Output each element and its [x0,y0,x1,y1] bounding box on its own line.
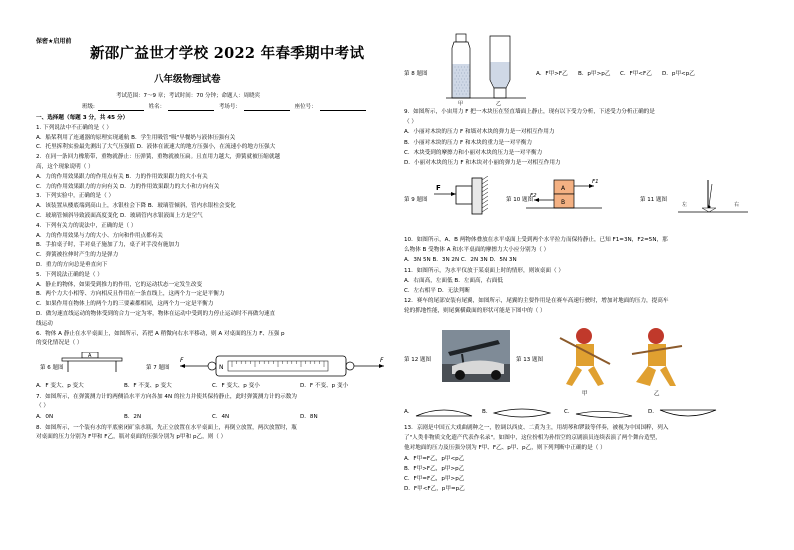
fig13-yi: 乙 [654,391,660,397]
water-dot [466,76,467,77]
q7-line-2: （ ） [36,403,49,409]
q12-option-b[interactable]: B． [482,409,492,415]
fig8-jia: 甲 [458,101,464,106]
q7-line-1: 7．如图所示，在弹簧测力计的两侧沿水平方向各加 4N 的拉力并使其保持静止，此时弹簧测力计的示数为 [36,394,297,400]
water-dot [459,94,460,95]
right-line-b-7: 轮的抓地性能，则尾翼横截面的形状可能是下图中的（ ） [404,308,546,315]
water-dot [464,79,465,80]
water-dot [467,67,468,68]
right-line-c-2: 他对地面的压力及压强分别为 F甲、F乙、p甲、p乙，则下列判断中正确的是（ ） [404,445,606,452]
water-dot [467,73,468,74]
fig7-unit-n: N [219,364,224,371]
water-dot [456,94,457,95]
water-dot [455,73,456,74]
water-dot [469,82,470,83]
water-dot [463,70,464,71]
figure-10-drawing [526,176,606,216]
left-line-1: 1. 下列说法中不正确的是（ ） [36,124,113,131]
water-dot [464,91,465,92]
water-dot [466,82,467,83]
water-dot [464,73,465,74]
water-dot [459,70,460,71]
water-dot [455,67,456,68]
water-dot [463,94,464,95]
fig11-right: 右 [734,202,740,208]
left-line-3: C．托里拆利实验最先测出了大气压强值 D．液体在流速大的地方压强小，在流速小的地方压强大 [36,144,276,151]
left-line-20: D．做匀速直线运动的物体受到的合力一定为零，物体在运动中受到的力停止运动时不再做匀速直 [36,311,276,317]
left-column [36,0,391,550]
left-line-6: A．力的作用效果跟力的作用点有关 B．力的作用效果跟力的大小有关 [36,173,208,180]
left-line-18: B．两个力大小相等、方向相反且作用在一条直线上，这两个力一定是平衡力 [36,291,225,298]
right-line-b-4: A．右面高，左面低 B．左面高，右面低 [404,277,503,284]
water-dot [466,70,467,71]
fig11-left: 左 [682,202,688,208]
right-line-b-1: 么物体 B 受物体 A 和水平桌面的摩擦力大小应分别为（ ） [404,247,550,254]
wall-hatch [482,208,488,212]
left-line-13: B．手拍桌子时，手对桌子施加了力，桌子对手没有施加力 [36,242,180,249]
left-line-12: A．力的作用效果与力的大小、方向和作用点都有关 [36,232,163,239]
water-dot [463,82,464,83]
fig10-b: B [561,199,566,206]
left-line-8: 3．下列实验中，正确的是（ ） [36,193,115,200]
q8-line-1: 8．如图所示，一个装有水的平底密闭矿泉水瓶，先正立放置在水平桌面上，再倒立放置，两次放置时，瓶 [36,425,297,431]
water-dot [455,79,456,80]
student-info-row [82,103,369,111]
water-dot [461,73,462,74]
class-label: 班级: [82,104,95,110]
right-line-b-3: 11．如图所示，为水平仪放于某桌面上时的情形，则该桌面（ ） [404,267,564,274]
exam-info: 考试范围：7～9 章；考试时间：70 分钟；命题人：周晓宾 [116,93,260,99]
left-line-23: 的变化情况是（ ） [36,340,83,347]
wall-hatch [482,200,488,204]
exam-subtitle: 八年级物理试卷 [154,74,221,85]
left-line-4: 2．在同一条回力橡筋带，重物就静止：压弹簧，重物就被压扁。且直用力越大，弹簧就被压缩就越 [36,154,281,161]
water-dot [469,88,470,89]
figure-10 [526,176,606,216]
right-line-a-4: C．木块受到的摩擦力和小丽对木块的压力是一对平衡力 [404,149,543,156]
exam-no-label: 考场号： [218,104,241,110]
right-line-c-4: B．F甲>F乙，p甲>p乙 [404,465,465,472]
fig8-caption: 第 8 题图 [404,71,428,77]
wall-hatch [482,204,488,208]
fig7-f-right: F [380,357,384,364]
water-dot [469,76,470,77]
water-dot [461,91,462,92]
left-line-21: 线运动 [36,320,53,327]
right-line-a-1: （ ） [404,119,417,126]
wall-hatch [482,188,488,192]
water-dot [459,82,460,83]
water-dot [467,79,468,80]
exam-no-field[interactable] [244,104,290,111]
monkey-king-jia-drawing [554,324,616,390]
seat-field[interactable] [320,104,366,111]
figure-7-drawing [178,352,392,380]
water-dot [458,85,459,86]
water-dot [456,82,457,83]
fig10-f1: F1 [592,179,599,185]
water-dot [458,79,459,80]
right-line-a-0: 9．如图所示，小宙用力 F 把一木块压在竖直墙面上静止，现有以下受力分析，下述受力分析正确的是 [404,109,655,115]
water-dot [458,67,459,68]
fig6-label-a: A [88,353,92,359]
right-line-b-2: A．3N 5N B．3N 2N C．2N 3N D．5N 3N [404,257,517,264]
water-dot [466,88,467,89]
water-dot [469,94,470,95]
wall-hatch [482,196,488,200]
q8-line-2: 对桌面的压力分别为 F甲和 F乙，瓶对桌面的压强分别为 p甲和 p乙，则（ ） [36,434,227,440]
monkey-king-yi-drawing [628,324,686,390]
figure-13-photo-jia [554,324,616,390]
left-line-2: A．船桨利用了连通器的原理实现通航 B．学生用吸管"吸"早餐奶与液体压强有关 [36,134,236,141]
figure-11-drawing [672,178,752,218]
water-dot [459,88,460,89]
name-field[interactable] [168,104,214,111]
right-line-b-0: 10．如图所示，A、B 两物体叠放在水平桌面上受到两个水平拉力而保持静止，已知 F1=3N，F2=5N，那 [404,237,668,243]
left-line-0: 一、选择题（每题 3 分，共 45 分） [36,115,129,121]
right-line-b-6: 12．赛车的尾部安装有尾翼，如图所示，尾翼的主要作用是在赛车高速行驶时，增加对地面的压力，提高车 [404,298,669,305]
fig7-caption: 第 7 题图 [146,365,170,371]
water-dot [463,76,464,77]
right-line-c-0: 13．京剧是中国五大戏曲剧种之一，腔调以西皮、二黄为主，用胡琴和锣鼓等伴奏，被视为中国国粹，列入 [404,425,669,431]
figure-8-drawing [446,32,536,106]
q12-options [404,406,764,420]
fig11-caption: 第 11 题图 [640,197,667,203]
right-line-a-2: A．小丽对木块的压力 F 和墙对木块的弹力是一对相互作用力 [404,129,555,136]
figure-12-photo [442,330,510,382]
water-dot [463,88,464,89]
q7-options [36,413,318,421]
fig12-caption: 第 12 题图 [404,357,431,363]
fig7-f-left: F [180,357,184,364]
left-line-10: C．玻璃管倾斜导致液面高度变化 D．玻璃管内水银液面上方是空气 [36,213,203,219]
fig10-a: A [561,185,566,192]
right-line-a-3: B．小丽对木块的压力 F 和木块的重力是一对平衡力 [404,139,533,146]
water-dot [464,67,465,68]
water-dot [459,76,460,77]
airfoil-d-icon [658,406,718,420]
water-dot [467,85,468,86]
right-line-b-5: C．左右相平 D．无法判断 [404,288,470,294]
q6-option-c[interactable]: C．F 变大、p 变小 [212,383,260,389]
figure-13-photo-yi [628,324,686,390]
fig9-f-label: F [436,184,441,192]
fig10-caption: 第 10 题图 [506,197,533,203]
right-line-c-5: C．F甲=F乙，p甲>p乙 [404,476,465,482]
fig8-yi: 乙 [496,101,502,106]
q7-option-a[interactable]: A．0N [36,414,54,420]
right-line-c-6: D．F甲<F乙，p甲=p乙 [404,486,465,493]
left-line-9: A．该装置从楼底端到高山上，水银柱会下降 B．玻璃管倾斜，管内水银柱会变化 [36,203,236,210]
fig6-caption: 第 6 题图 [40,365,64,371]
secret-label: 保密★启用前 [36,38,72,45]
figure-11 [672,178,752,218]
q7-option-b[interactable]: B．2N [124,414,142,420]
water-dot [456,70,457,71]
fig13-caption: 第 13 题图 [516,357,543,363]
q6-option-b[interactable]: B．F 不变、p 变大 [124,383,172,389]
water-dot [464,85,465,86]
left-line-17: A．静止的物体，如果受到推力的作用，它的运动状态一定发生改变 [36,281,203,288]
airfoil-b-icon [492,406,552,420]
q7-option-d[interactable]: D．8N [300,414,318,420]
right-column [404,0,764,550]
airfoil-a-icon [414,406,474,420]
airfoil-c-icon [574,406,634,420]
fig9-caption: 第 9 题图 [404,197,428,203]
water-dot [458,73,459,74]
water-dot [458,91,459,92]
q8-option-a[interactable]: A．F甲>F乙 [536,71,568,77]
q12-option-c[interactable]: C． [564,409,574,415]
q12-option-d[interactable]: D． [648,409,658,415]
water-dot [461,85,462,86]
q6-option-a[interactable]: A．F 变大、p 变大 [36,383,84,389]
left-line-7: C．力的作用效果跟力的方向有关 D．力的作用效果跟力的大小和方向有关 [36,183,220,190]
wall-hatch [482,180,488,184]
water-dot [461,67,462,68]
wall-hatch [482,176,488,180]
left-line-15: D．重力的方向总是垂直向下 [36,262,108,268]
q12-option-a[interactable]: A． [404,409,414,415]
figure-8 [446,32,536,106]
race-car-drawing [442,330,510,382]
fig10-f2: F2 [530,193,537,199]
wall-hatch [482,184,488,188]
water-dot [456,88,457,89]
left-line-22: 6．物体 A 静止在水平桌面上，如图所示，若把 A 稍微向右水平移动，则 A 对桌面的压力 F、压强 p [36,330,285,337]
right-line-c-1: 了"人类非物质文化遗产代表作名录"。如图中，这位扮相为孙悟空的京剧演员连续表演了两个舞台造型， [404,435,661,442]
left-line-14: C．弹簧被拉伸时产生的力是弹力 [36,252,119,259]
class-field[interactable] [98,104,144,111]
water-dot [467,91,468,92]
seat-label: 座位号： [294,104,317,110]
exam-title: 新邵广益世才学校 2022 年春季期中考试 [90,45,365,62]
water-dot [455,91,456,92]
left-line-19: C．如果作用在物体上的两个力的三要素都相同，这两个力一定是平衡力 [36,301,214,308]
name-label: 姓名： [148,104,166,110]
wall-hatch [482,192,488,196]
q8-options [536,70,695,78]
water-dot [456,76,457,77]
q6-options [36,382,348,390]
water-dot [455,85,456,86]
q7-option-c[interactable]: C．4N [212,414,230,420]
left-line-16: 5．下列说法正确的是（ ） [36,271,103,278]
water-dot [466,94,467,95]
q6-option-d[interactable]: D．F 不变、p 变小 [300,383,349,389]
right-line-a-5: D．小丽对木块的压力 F 和木块对小丽的弹力是一对相互作用力 [404,160,561,166]
fig13-jia: 甲 [582,391,588,397]
q8-option-d[interactable]: D．p甲<p乙 [662,71,695,77]
left-line-5: 高，这个现象说明（ ） [36,164,94,170]
water-dot [461,79,462,80]
q8-option-b[interactable]: B．p甲>p乙 [578,71,611,77]
q8-option-c[interactable]: C．F甲<F乙 [620,71,652,77]
right-line-c-3: A．F甲=F乙，p甲<p乙 [404,455,465,462]
left-line-11: 4．下列有关力的说法中，正确的是（ ） [36,222,137,229]
water-dot [469,70,470,71]
figure-7 [178,352,392,380]
